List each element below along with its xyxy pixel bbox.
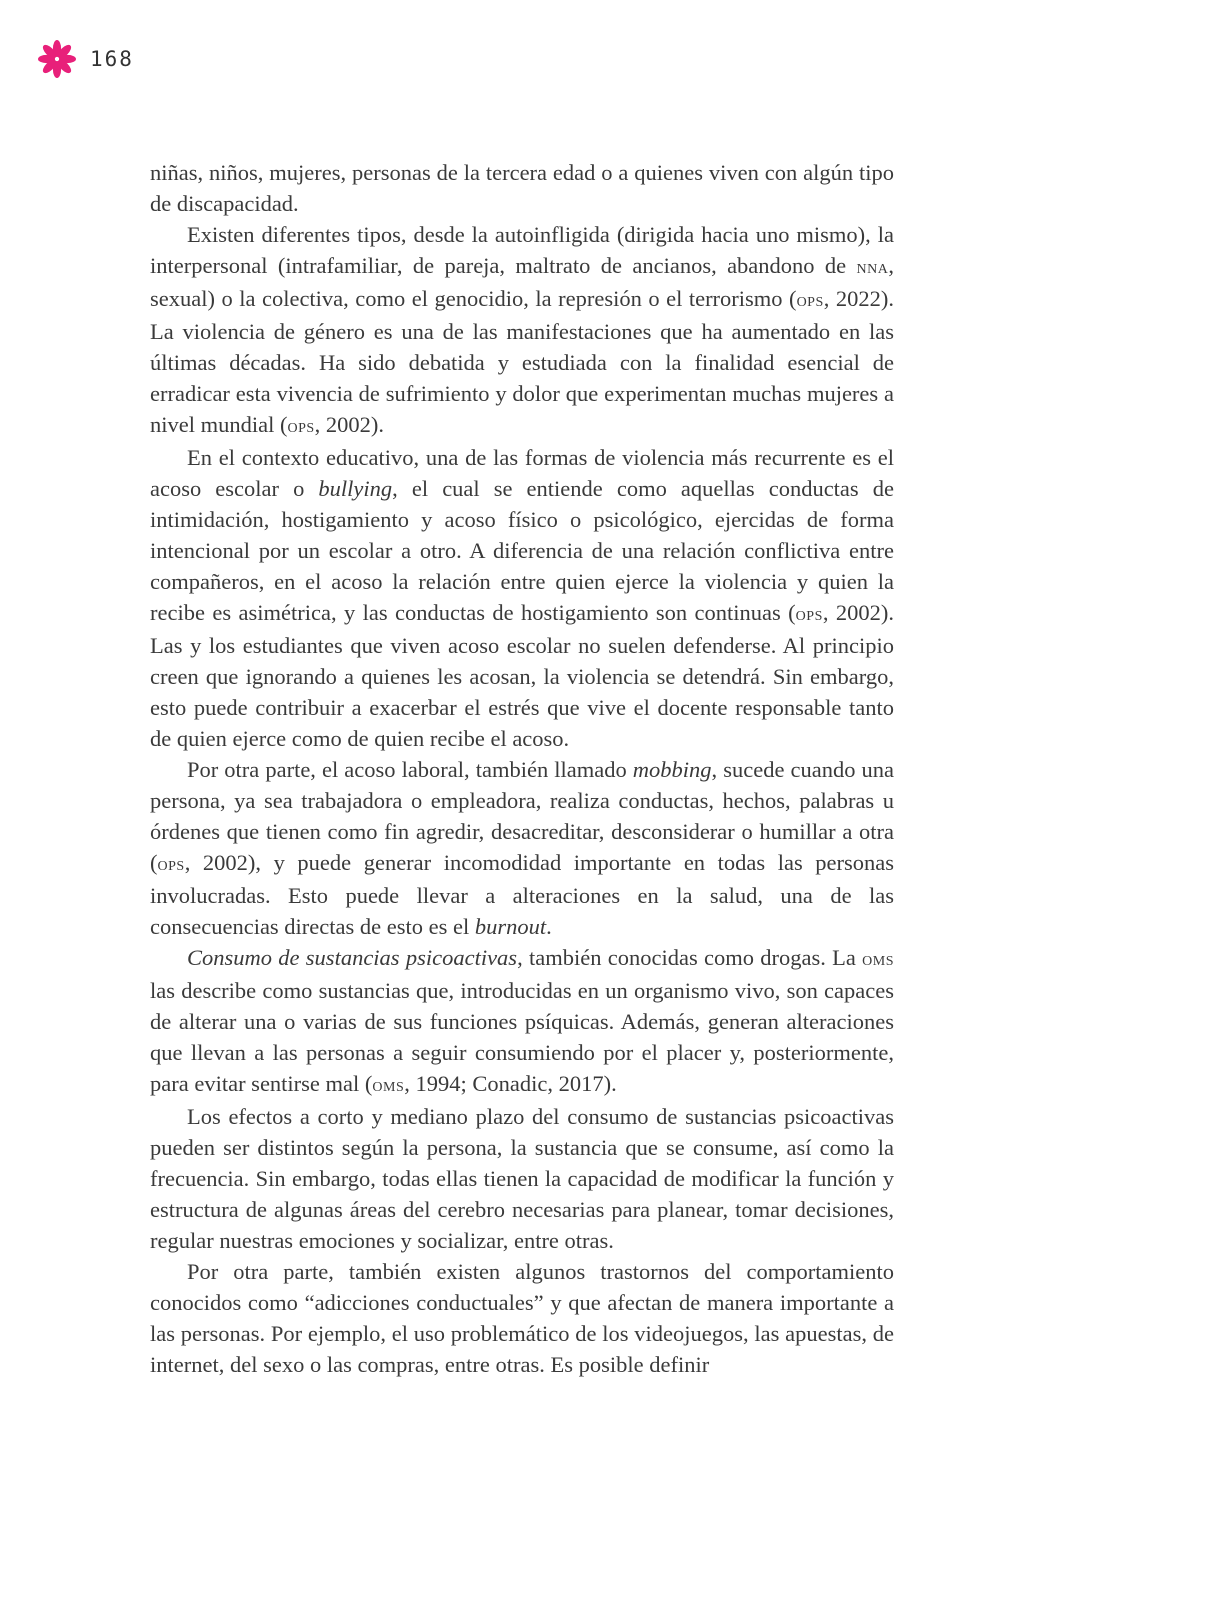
body-text [150, 157, 894, 1380]
asterisk-icon [38, 40, 76, 78]
text-run: , 2002). Las y los estudiantes que viven acoso escolar no suelen defenderse. Al principio creen que ignorando a quienes les acosan, la violencia se detendrá. Sin embargo, esto puede contribuir a exacerbar el estrés que vive el docente responsable tanto de quien ejerce como de quien recibe el acoso. [150, 600, 894, 751]
acronym-oms: oms [862, 948, 895, 970]
text-run: , sexual) o la colectiva, como el genocidio, la represión o el terrorismo ( [150, 253, 894, 311]
text-run: En el contexto educativo, una de las formas de violencia más recurrente es el acoso escolar o [150, 445, 894, 501]
text-run: , sucede cuando una persona, ya sea trabajadora o empleadora, realiza conductas, hechos, palabras u órdenes que tienen como fin agredir, desacreditar, desconsiderar o humillar a otra ( [150, 757, 894, 875]
acronym-ops: ops [796, 289, 824, 311]
text-run: Los efectos a corto y mediano plazo del consumo de sustancias psicoactivas pueden ser distintos según la persona, la sustancia que se consume, así como la frecuencia. Sin embargo, todas ellas tienen la capacidad de modificar la función y estructura de algunas áreas del cerebro necesarias para planear, tomar decisiones, regular nuestras emociones y socializar, entre otras. [150, 1104, 894, 1253]
paragraph-5 [150, 942, 894, 1101]
paragraph-1 [150, 157, 894, 219]
acronym-nna: nna [856, 256, 889, 278]
term-mobbing: mobbing [632, 757, 712, 782]
acronym-ops: ops [287, 415, 315, 437]
paragraph-4 [150, 754, 894, 942]
paragraph-6 [150, 1101, 894, 1256]
term-burnout: burnout [474, 914, 547, 939]
text-run: , 1994; Conadic, 2017). [404, 1071, 617, 1096]
paragraph-7 [150, 1256, 894, 1380]
text-run: niñas, niños, mujeres, personas de la tercera edad o a quienes viven con algún tipo de discapacidad. [150, 160, 894, 216]
text-run: . [546, 914, 552, 939]
text-run: , 2002), y puede generar incomodidad importante en todas las personas involucradas. Esto puede llevar a alteraciones en la salud, una de las consecuencias directas de esto es el [150, 850, 894, 939]
page-header [38, 40, 134, 78]
text-run: Por otra parte, también existen algunos trastornos del comportamiento conocidos como “adicciones conductuales” y que afectan de manera importante a las personas. Por ejemplo, el uso problemático de los videojuegos, las apuestas, de internet, del sexo o las compras, entre otras. Es posible definir [150, 1259, 894, 1377]
text-run: , el cual se entiende como aquellas conductas de intimidación, hostigamiento y acoso físico o psicológico, ejercidas de forma intencional por un escolar a otro. A diferencia de una relación conflictiva entre compañeros, en el acoso la relación entre quien ejerce la violencia y quien la recibe es asimétrica, y las conductas de hostigamiento son continuas ( [150, 476, 894, 625]
section-heading: Consumo de sustancias psicoactivas [187, 945, 518, 970]
acronym-ops: ops [157, 853, 185, 875]
paragraph-2 [150, 219, 894, 442]
text-run: , también conocidas como drogas. La [517, 945, 863, 970]
paragraph-3 [150, 442, 894, 754]
text-run: Por otra parte, el acoso laboral, también llamado [187, 757, 633, 782]
acronym-ops: ops [795, 603, 823, 625]
text-run: , 2002). [314, 412, 385, 437]
text-run: , 2022). La violencia de género es una de las manifestaciones que ha aumentado en las últimas décadas. Ha sido debatida y estudiada con la finalidad esencial de erradicar esta vivencia de sufrimiento y dolor que experimentan muchas mujeres a nivel mundial ( [150, 286, 894, 437]
acronym-oms: oms [372, 1074, 405, 1096]
text-run: las describe como sustancias que, introducidas en un organismo vivo, son capaces de alterar una o varias de sus funciones psíquicas. Además, generan alteraciones que llevan a las personas a seguir consumiendo por el placer y, posteriormente, para evitar sentirse mal ( [150, 978, 894, 1096]
text-run: Existen diferentes tipos, desde la autoinfligida (dirigida hacia uno mismo), la interpersonal (intrafamiliar, de pareja, maltrato de ancianos, abandono de [150, 222, 894, 278]
term-bullying: bullying [318, 476, 393, 501]
page-number: 168 [90, 47, 134, 71]
